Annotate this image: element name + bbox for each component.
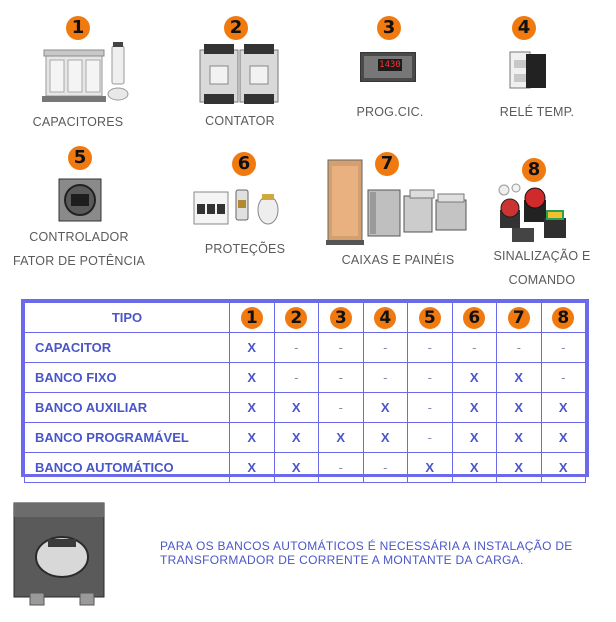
table-row — [25, 333, 586, 363]
table-cell: X — [230, 453, 275, 483]
product-5-number-badge: 5 — [68, 146, 92, 170]
timer-relay-icon — [508, 50, 548, 90]
table-cell: X — [230, 423, 275, 453]
table-cell: - — [408, 423, 453, 453]
column-header-4 — [363, 303, 408, 333]
table-cell: X — [497, 423, 542, 453]
table-cell: X — [363, 393, 408, 423]
column-header-2 — [274, 303, 319, 333]
table-cell: - — [408, 363, 453, 393]
product-3-number-badge: 3 — [377, 16, 401, 40]
programmer-display-readout: 1430 — [379, 60, 401, 70]
product-7-label: CAIXAS E PAINÉIS — [341, 253, 455, 267]
table-cell: X — [230, 393, 275, 423]
table-cell: X — [497, 363, 542, 393]
product-1-number-badge: 1 — [66, 16, 90, 40]
table-cell: - — [319, 453, 364, 483]
current-transformer-icon — [8, 497, 114, 609]
power-factor-controller-icon — [58, 178, 102, 222]
table-cell: - — [408, 333, 453, 363]
column-header-3 — [319, 303, 364, 333]
contactor-icon — [198, 44, 280, 106]
product-3-label: PROG.CIC. — [356, 105, 424, 119]
product-4-label: RELÉ TEMP. — [499, 105, 575, 119]
column-number-badge: 8 — [552, 307, 574, 329]
compatibility-table — [21, 299, 589, 477]
table-cell: X — [363, 423, 408, 453]
installation-note — [160, 539, 610, 567]
installation-note-line2: TRANSFORMADOR DE CORRENTE A MONTANTE DA CARGA. — [160, 553, 524, 567]
column-number-badge: 3 — [330, 307, 352, 329]
table-cell: - — [319, 363, 364, 393]
column-number-badge: 2 — [285, 307, 307, 329]
column-number-badge: 6 — [463, 307, 485, 329]
table-cell: X — [452, 363, 497, 393]
table-cell: - — [274, 363, 319, 393]
table-cell: X — [452, 393, 497, 423]
table-cell: - — [541, 363, 586, 393]
table-row — [25, 423, 586, 453]
product-1-label: CAPACITORES — [32, 115, 124, 129]
table-cell: - — [452, 333, 497, 363]
table-cell: X — [230, 363, 275, 393]
column-number-badge: 5 — [419, 307, 441, 329]
product-6-label: PROTEÇÕES — [204, 242, 286, 256]
product-2-number-badge: 2 — [224, 16, 248, 40]
product-8-label-line2: COMANDO — [508, 273, 576, 287]
table-cell: - — [541, 333, 586, 363]
table-cell: X — [497, 453, 542, 483]
column-number-badge: 1 — [241, 307, 263, 329]
table-cell: X — [497, 393, 542, 423]
table-cell: X — [452, 453, 497, 483]
table-cell: X — [408, 453, 453, 483]
product-7-number-badge: 7 — [375, 152, 399, 176]
protection-devices-icon — [192, 186, 288, 230]
product-6-number-badge: 6 — [232, 152, 256, 176]
table-cell: X — [274, 423, 319, 453]
enclosures-panels-icon — [326, 156, 470, 246]
table-header-tipo: TIPO — [25, 303, 230, 333]
product-8-number-badge: 8 — [522, 158, 546, 182]
row-label: BANCO PROGRAMÁVEL — [25, 423, 230, 453]
product-5-label-line1: CONTROLADOR — [29, 230, 129, 244]
table-cell: X — [230, 333, 275, 363]
column-header-5 — [408, 303, 453, 333]
column-header-8 — [541, 303, 586, 333]
row-label: BANCO AUXILIAR — [25, 393, 230, 423]
table-cell: - — [274, 333, 319, 363]
table-cell: - — [363, 453, 408, 483]
capacitor-unit-icon — [40, 42, 136, 108]
product-5-label-line2: FATOR DE POTÊNCIA — [12, 254, 146, 268]
column-number-badge: 7 — [508, 307, 530, 329]
table-cell: X — [274, 453, 319, 483]
column-header-7 — [497, 303, 542, 333]
table-cell: - — [319, 393, 364, 423]
product-8-label-line1: SINALIZAÇÃO E — [493, 249, 591, 263]
table-header-row — [25, 303, 586, 333]
row-label: BANCO FIXO — [25, 363, 230, 393]
column-header-6 — [452, 303, 497, 333]
installation-note-line1: PARA OS BANCOS AUTOMÁTICOS É NECESSÁRIA A INSTALAÇÃO DE — [160, 539, 573, 553]
product-2-label: CONTATOR — [205, 114, 275, 128]
table-cell: X — [452, 423, 497, 453]
table-cell: X — [541, 393, 586, 423]
table-cell: - — [408, 393, 453, 423]
table-cell: X — [319, 423, 364, 453]
table-cell: - — [319, 333, 364, 363]
table-row — [25, 363, 586, 393]
table-row — [25, 393, 586, 423]
row-label: CAPACITOR — [25, 333, 230, 363]
signal-buttons-icon — [496, 180, 572, 246]
table-cell: X — [541, 423, 586, 453]
column-header-1 — [230, 303, 275, 333]
table-row — [25, 453, 586, 483]
table-cell: - — [497, 333, 542, 363]
table-cell: - — [363, 333, 408, 363]
product-4-number-badge: 4 — [512, 16, 536, 40]
row-label: BANCO AUTOMÁTICO — [25, 453, 230, 483]
table-cell: - — [363, 363, 408, 393]
table-cell: X — [274, 393, 319, 423]
column-number-badge: 4 — [374, 307, 396, 329]
table-cell: X — [541, 453, 586, 483]
